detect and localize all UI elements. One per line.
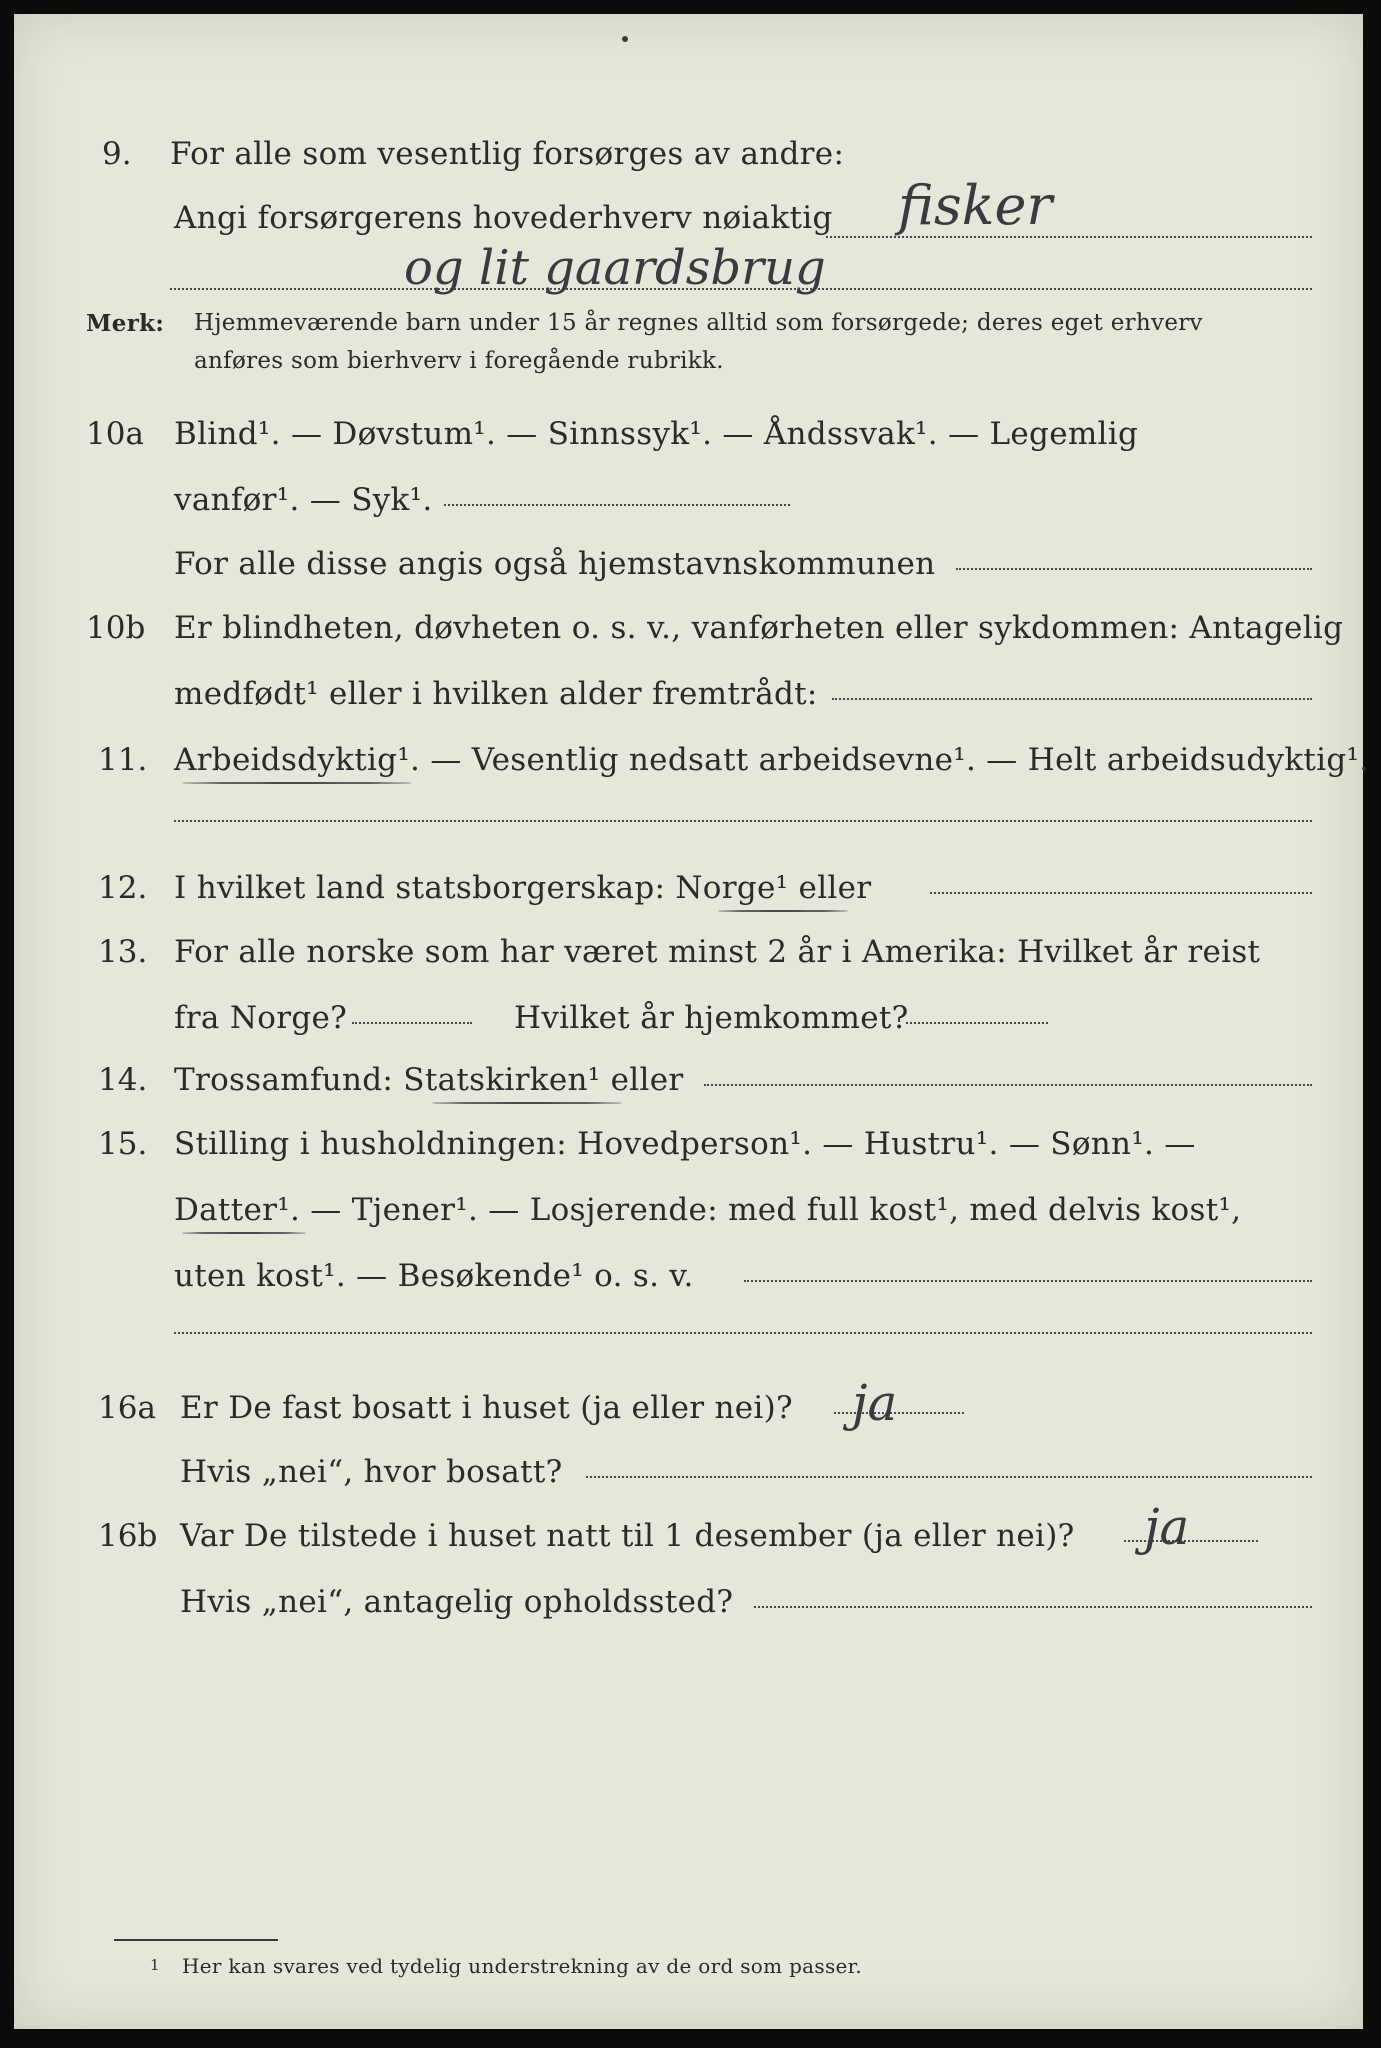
q16b-answer: ja (1144, 1498, 1190, 1556)
q13-line2a: fra Norge? (174, 1000, 348, 1036)
q12-line1: I hvilket land statsborgerskap: Norge¹ eller (174, 870, 872, 906)
q16a-number: 16a (98, 1390, 156, 1426)
q10a-line2: vanfør¹. — Syk¹. (174, 482, 433, 518)
q10a-line1: Blind¹. — Døvstum¹. — Sinnssyk¹. — Åndssvak¹. — Legemlig (174, 416, 1139, 452)
q10a-number: 10a (86, 416, 144, 452)
merk-label: Merk: (86, 310, 165, 337)
punch-dot (622, 36, 628, 42)
q10b-alder-line (832, 698, 1312, 700)
q13-line2b: Hvilket år hjemkommet? (514, 1000, 909, 1036)
q16b-line2: Hvis „nei“, antagelig opholdssted? (180, 1584, 734, 1620)
q13-hjemkommet-line (906, 1022, 1048, 1024)
q16b-number: 16b (98, 1518, 158, 1554)
q10a-line3: For alle disse angis også hjemstavnskommunen (174, 546, 936, 582)
merk-line2: anføres som bierhverv i foregående rubrikk. (194, 348, 724, 374)
form-page (14, 14, 1370, 2029)
q13-reist-line (352, 1022, 472, 1024)
footnote-rule (114, 1939, 278, 1941)
q11-line (174, 820, 1312, 822)
q9-line2: Angi forsørgerens hovederhverv nøiaktig (174, 200, 833, 236)
q13-number: 13. (98, 934, 148, 970)
q9-line1: For alle som vesentlig forsørges av andre: (170, 136, 845, 172)
q15-extra-line (174, 1332, 1312, 1334)
q16a-line1: Er De fast bosatt i huset (ja eller nei)? (180, 1390, 793, 1426)
merk-line1: Hjemmeværende barn under 15 år regnes alltid som forsørgede; deres eget erhverv (194, 310, 1203, 336)
q13-line1: For alle norske som har været minst 2 år i Amerika: Hvilket år reist (174, 934, 1261, 970)
q15-line (744, 1280, 1312, 1282)
q15-underline-datter (182, 1232, 306, 1234)
q15-line1: Stilling i husholdningen: Hovedperson¹. — Hustru¹. — Sønn¹. — (174, 1126, 1196, 1162)
q9-number: 9. (102, 136, 132, 172)
footnote-text: Her kan svares ved tydelig understrekning av de ord som passer. (182, 1954, 862, 1978)
q9-answer2: og lit gaardsbrug (404, 240, 826, 296)
q10a-syk-line (444, 504, 790, 506)
q14-number: 14. (98, 1062, 148, 1098)
q11-line1: Arbeidsdyktig¹. — Vesentlig nedsatt arbeidsevne¹. — Helt arbeidsudyktig¹. (174, 742, 1370, 778)
q12-number: 12. (98, 870, 148, 906)
q14-line (704, 1084, 1312, 1086)
q12-line (930, 892, 1312, 894)
q10b-line1: Er blindheten, døvheten o. s. v., vanførheten eller sykdommen: Antagelig (174, 610, 1344, 646)
footnote-mark: 1 (150, 1956, 160, 1974)
q16a-answer: ja (852, 1374, 898, 1432)
q16a-line2: Hvis „nei“, hvor bosatt? (180, 1454, 563, 1490)
q10a-kommune-line (956, 568, 1312, 570)
q12-underline-norge (718, 910, 848, 912)
q11-underline-arbeidsdyktig (182, 782, 412, 784)
q15-line2: Datter¹. — Tjener¹. — Losjerende: med full kost¹, med delvis kost¹, (174, 1192, 1242, 1228)
q16b-line1: Var De tilstede i huset natt til 1 desember (ja eller nei)? (180, 1518, 1075, 1554)
q15-number: 15. (98, 1126, 148, 1162)
q16b-opholdssted-line (754, 1606, 1312, 1608)
q10b-number: 10b (86, 610, 146, 646)
q14-line1: Trossamfund: Statskirken¹ eller (174, 1062, 684, 1098)
q10b-line2: medfødt¹ eller i hvilken alder fremtrådt: (174, 676, 818, 712)
q15-line3: uten kost¹. — Besøkende¹ o. s. v. (174, 1258, 694, 1294)
q14-underline-statskirken (432, 1102, 622, 1104)
q9-answer1: fisker (898, 174, 1053, 237)
q11-number: 11. (98, 742, 148, 778)
q16a-bosatt-line (586, 1476, 1312, 1478)
